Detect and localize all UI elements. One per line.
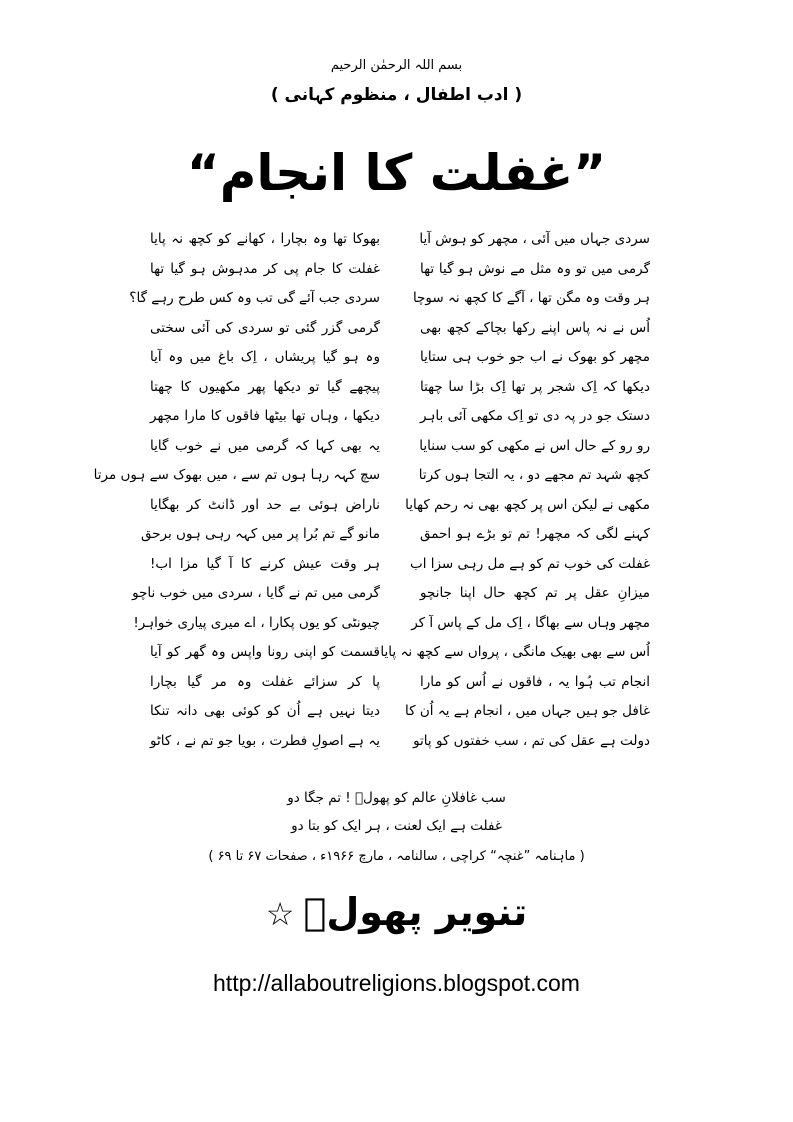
author-signature <box>0 890 793 934</box>
couplet <box>140 523 650 553</box>
hemistich-first: کہنے لگی کہ مچھر! تم تو بڑے ہو احمق <box>420 526 650 542</box>
hemistich-first: انجام تب ہُوا یہ ، فاقوں نے اُس کو مارا <box>420 673 650 690</box>
hemistich-first: دستک جو در پہ دی تو اِک مکھی آئی باہر <box>420 408 650 424</box>
hemistich-first: مکھی نے لیکن اس پر کچھ بھی نہ رحم کھایا <box>405 496 650 513</box>
couplet <box>150 435 650 465</box>
couplet <box>150 671 650 701</box>
couplet <box>150 258 650 288</box>
hemistich-second: ہر وقت عیش کرنے کا آ گیا مزا اب! <box>150 555 380 572</box>
hemistich-first: دولت ہے عقل کی تم ، سب خفتوں کو پاتو <box>413 732 650 749</box>
couplet <box>150 730 650 760</box>
hemistich-second: وہ ہو گیا پریشاں ، اِک باغ میں وہ آیا <box>150 349 380 365</box>
hemistich-first: اُس سے بھی بھیک مانگی ، پرواں سے کچھ نہ پایا <box>380 644 650 660</box>
hemistich-first: غافل جو ہیں جہاں میں ، انجام ہے یہ اُن کا <box>405 703 650 719</box>
hemistich-first: اُس نے نہ پاس اپنے رکھا بچاکے کچھ بھی <box>420 319 650 336</box>
blog-url-link[interactable]: http://allaboutreligions.blogspot.com <box>213 970 580 996</box>
hemistich-second: دیکھا ، وہاں تھا بیٹھا فاقوں کا مارا مچھر <box>150 408 380 424</box>
hemistich-second: قسمت کو اپنی رونا واپس وہ گھر کو آیا <box>150 644 380 660</box>
couplet <box>150 405 650 435</box>
couplet <box>150 494 650 524</box>
closing-line: غفلت ہے ایک لعنت ، ہر ایک کو بتا دو <box>291 818 502 834</box>
couplet <box>150 641 650 671</box>
hemistich-second: پا کر سزائے غفلت وہ مر گیا بچارا <box>150 673 380 690</box>
page-title: ”غفلت کا انجام“ <box>186 144 607 202</box>
bismillah: بسم اللہ الرحمٰن الرحیم <box>330 58 463 73</box>
couplet <box>150 228 650 258</box>
couplet <box>93 464 650 494</box>
hemistich-second: سچ کہہ رہا ہوں تم سے ، میں بھوک سے ہوں مرتا <box>93 467 380 483</box>
hemistich-second: یہ ہے اصولِ فطرت ، بویا جو تم نے ، کاٹو <box>150 732 380 749</box>
hemistich-second: سردی جب آئے گی تب وہ کس طرح رہے گا؟ <box>129 290 380 306</box>
hemistich-first: سردی جہاں میں آئی ، مچھر کو ہوش آیا <box>419 231 650 247</box>
hemistich-second: چیونٹی کو یوں پکارا ، اے میری پیاری خواہر! <box>133 614 380 631</box>
hemistich-second: گرمی گزر گئی تو سردی کی آئی سختی <box>150 319 380 336</box>
couplet <box>133 612 650 642</box>
hemistich-first: غفلت کی خوب تم کو ہے مل رہی سزا اب <box>409 555 650 572</box>
hemistich-second: مانو گے تم بُرا پر میں کہہ رہی ہوں برحق <box>140 526 380 542</box>
hemistich-first: گرمی میں تو وہ مثل مے نوش ہو گیا تھا <box>420 260 650 277</box>
hemistich-second: دیتا نہیں ہے اُن کو کوئی بھی دانہ تنکا <box>150 703 380 719</box>
couplet <box>129 287 650 317</box>
hemistich-first: ہر وقت وہ مگن تھا ، آگے کا کچھ نہ سوچا <box>412 290 650 306</box>
poem-body <box>93 228 650 759</box>
genre-subtitle: ( ادب اطفال ، منظوم کہانی ) <box>270 85 523 105</box>
author-name: تنویر پھولؔ <box>303 890 528 934</box>
hemistich-second: ناراض ہوئی بے حد اور ڈانٹ کر بھگایا <box>150 496 380 513</box>
star-icon: ☆ <box>265 895 295 933</box>
hemistich-first: مچھر وہاں سے بھاگا ، اِک مل کے پاس آ کر <box>411 614 650 631</box>
hemistich-first: رو رو کے حال اس نے مکھی کو سب سنایا <box>419 437 650 454</box>
hemistich-first: دیکھا کہ اِک شجر پر تھا اِک بڑا سا چھتا <box>420 378 650 395</box>
closing-line: سب غافلانِ عالم کو پھولؔ ! تم جگا دو <box>287 790 506 806</box>
couplet <box>150 346 650 376</box>
hemistich-second: بھوکا تھا وہ بچارا ، کھانے کو کچھ نہ پایا <box>150 231 380 247</box>
hemistich-first: میزانِ عقل پر تم کچھ حال اپنا جانچو <box>420 585 650 601</box>
couplet <box>150 553 650 583</box>
hemistich-second: گرمی میں تم نے گایا ، سردی میں خوب ناچو <box>132 585 380 601</box>
hemistich-second: پیچھے گیا تو دیکھا پھر مکھیوں کا چھتا <box>150 378 380 395</box>
couplet <box>132 582 650 612</box>
hemistich-second: یہ بھی کہا کہ گرمی میں نے خوب گایا <box>150 437 380 454</box>
hemistich-second: غفلت کا جام پی کر مدہوش ہو گیا تھا <box>150 260 380 277</box>
couplet <box>150 376 650 406</box>
couplet <box>150 317 650 347</box>
source-citation: ( ماہنامہ ”غنچہ“ کراچی ، سالنامہ ، مارچ ۱۹۶۶ء ، صفحات ۶۷ تا ۶۹ ) <box>208 849 585 864</box>
hemistich-first: مچھر کو بھوک نے اب جو خوب ہی ستایا <box>420 349 650 365</box>
couplet <box>150 700 650 730</box>
hemistich-first: کچھ شہد تم مجھے دو ، یہ التجا ہوں کرتا <box>418 467 650 483</box>
